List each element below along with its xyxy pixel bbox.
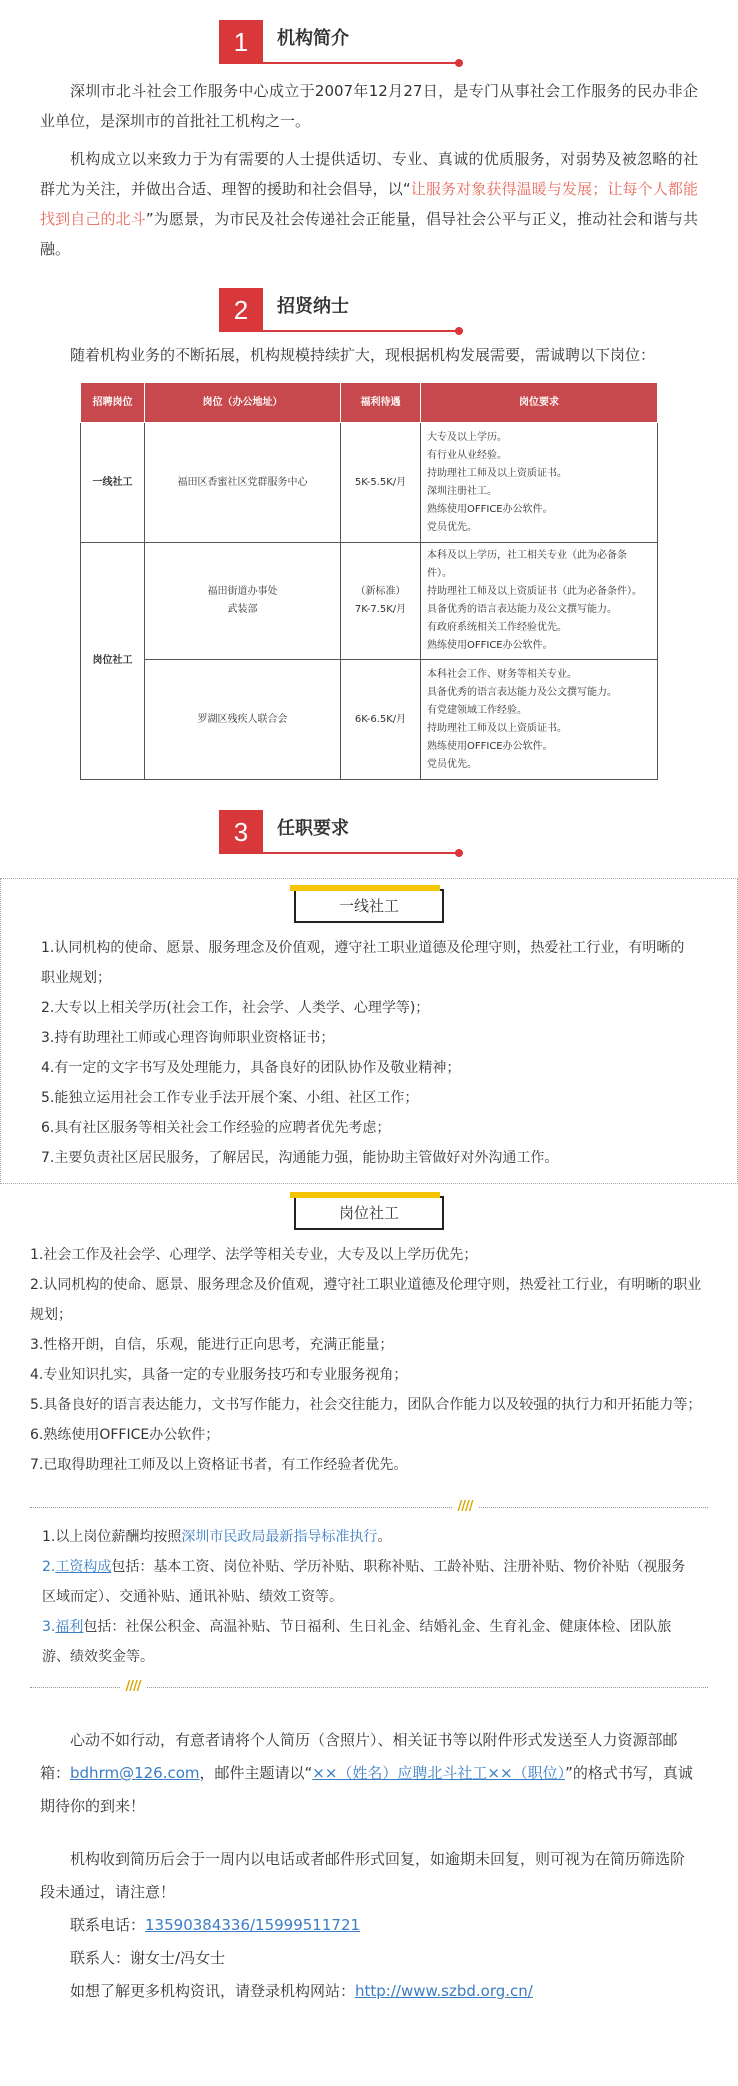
note-highlight: 福利 xyxy=(55,1619,84,1635)
role-requirements-frontline xyxy=(0,878,738,1184)
requirement-item: 具备优秀的语言表达能力及公文撰写能力。 xyxy=(427,686,617,698)
table-row xyxy=(81,660,658,780)
section-underline xyxy=(263,62,463,64)
requirement-item: 大专及以上学历。 xyxy=(427,431,507,443)
notes-block xyxy=(0,1500,738,1694)
requirement-item: 7.已取得助理社工师及以上资格证书者，有工作经验者优先。 xyxy=(30,1457,408,1473)
intro-paragraph-1: 深圳市北斗社会工作服务中心成立于2007年12月27日，是专门从事社会工作服务的民办非企业单位，是深圳市的首批社工机构之一。 xyxy=(40,82,698,130)
salary-cell: （新标准） 7K-7.5K/月 xyxy=(341,543,421,660)
requirement-item: 有党建领域工作经验。 xyxy=(427,704,527,716)
notes-top-divider xyxy=(30,1500,708,1514)
role-title: 一线社工 xyxy=(338,897,399,915)
website-link[interactable]: http://www.szbd.org.cn/ xyxy=(355,1982,533,2000)
intro-paragraph-2: 机构成立以来致力于为有需要的人士提供适切、专业、真诚的优质服务，对弱势及被忽略的社群尤为关注，并做出合适、理智的援助和社会倡导，以“让服务对象获得温暖与发展；让每个人都能找到自己的北斗”为愿景，为市民及社会传递社会正能量，倡导社会公平与正义，推动社会和谐与共融。 xyxy=(40,150,698,258)
section-header-1 xyxy=(219,20,519,64)
section-number: 1 xyxy=(219,20,263,64)
requirement-item: 5.具备良好的语言表达能力，文书写作能力，社会交往能力，团队合作能力以及较强的执行力和开拓能力等； xyxy=(30,1397,702,1413)
requirement-item: 3.持有助理社工师或心理咨询师职业资格证书； xyxy=(41,1030,335,1046)
contact-person: 谢女士/冯女士 xyxy=(130,1949,226,1967)
category-cell: 一线社工 xyxy=(81,423,145,543)
recruit-intro: 随着机构业务的不断拓展，机构规模持续扩大，现根据机构发展需要，需诚聘以下岗位： xyxy=(70,346,656,364)
category-cell: 岗位社工 xyxy=(81,543,145,780)
role-requirements-post xyxy=(0,1196,738,1480)
requirement-item: 有行业从业经验。 xyxy=(427,449,507,461)
requirement-item: 4.专业知识扎实，具备一定的专业服务技巧和专业服务视角； xyxy=(30,1367,408,1383)
role-title: 岗位社工 xyxy=(338,1204,399,1222)
section-title: 任职要求 xyxy=(277,818,349,839)
table-header-row xyxy=(81,383,658,423)
section-number: 2 xyxy=(219,288,263,332)
table-row xyxy=(81,423,658,543)
position-cell: 罗湖区残疾人联合会 xyxy=(145,660,341,780)
note-item-1: 1.以上岗位薪酬均按照深圳市民政局最新指导标准执行。 xyxy=(42,1529,392,1545)
requirement-item: 熟练使用OFFICE办公软件。 xyxy=(427,640,553,651)
requirement-item: 2.认同机构的使命、愿景、服务理念及价值观，遵守社工职业道德及伦理守则，热爱社工行业，有明晰的职业规划； xyxy=(30,1277,702,1323)
section-number: 3 xyxy=(219,810,263,854)
salary-cell: 6K-6.5K/月 xyxy=(341,660,421,780)
requirement-item: 具备优秀的语言表达能力及公文撰写能力。 xyxy=(427,604,617,615)
requirement-item: 熟练使用OFFICE办公软件。 xyxy=(427,740,553,752)
table-row xyxy=(81,543,658,660)
note-item-2: 2.工资构成包括：基本工资、岗位补贴、学历补贴、职称补贴、工龄补贴、注册补贴、物价补贴（视服务区域而定）、交通补贴、通讯补贴、绩效工资等。 xyxy=(42,1559,686,1605)
table-header-cell: 福利待遇 xyxy=(341,383,421,423)
recruit-table xyxy=(80,382,658,780)
requirement-item: 5.能独立运用社会工作专业手法开展个案、小组、社区工作； xyxy=(41,1090,419,1106)
email-subject-format: ××（姓名）应聘北斗社工××（职位） xyxy=(312,1764,566,1782)
requirement-item: 本科及以上学历，社工相关专业（此为必备条件）。 xyxy=(427,550,627,579)
requirement-item: 有政府系统相关工作经验优先。 xyxy=(427,622,567,633)
requirement-item: 持助理社工师及以上资质证书。 xyxy=(427,467,567,479)
requirements-cell xyxy=(421,423,658,543)
requirement-item: 2.大专以上相关学历(社会工作，社会学、人类学、心理学等)； xyxy=(41,1000,430,1016)
requirement-item: 4.有一定的文字书写及处理能力，具备良好的团队协作及敬业精神； xyxy=(41,1060,461,1076)
requirement-item: 7.主要负责社区居民服务，了解居民，沟通能力强，能协助主管做好对外沟通工作。 xyxy=(41,1150,559,1166)
table-header-cell: 招聘岗位 xyxy=(81,383,145,423)
slash-ornament: //// xyxy=(452,1500,478,1514)
requirement-item: 本科社会工作、财务等相关专业。 xyxy=(427,668,577,680)
vision-highlight: 让服务对象获得温暖与发展；让每个人都能找到自己的北斗 xyxy=(40,180,698,228)
contact-section xyxy=(0,1724,738,2008)
section-title: 机构简介 xyxy=(277,28,349,49)
requirement-item: 1.社会工作及社会学、心理学、法学等相关专业，大专及以上学历优先； xyxy=(30,1247,478,1263)
section-title: 招贤纳士 xyxy=(277,296,349,317)
reply-notice: 机构收到简历后会于一周内以电话或者邮件形式回复，如逾期未回复，则可视为在简历筛选阶段未通过，请注意！ xyxy=(40,1850,686,1901)
position-cell: 福田街道办事处 武装部 xyxy=(145,543,341,660)
slash-ornament: //// xyxy=(120,1680,146,1694)
apply-paragraph: 心动不如行动，有意者请将个人简历（含照片）、相关证书等以附件形式发送至人力资源部邮箱：bdhrm@126.com，邮件主题请以“××（姓名）应聘北斗社工××（职位）”的格式书写，真诚期待你的到来！ xyxy=(40,1731,693,1815)
role-title-box xyxy=(294,889,444,923)
requirement-item: 深圳注册社工。 xyxy=(427,485,497,497)
salary-cell: 5K-5.5K/月 xyxy=(341,423,421,543)
requirement-item: 1.认同机构的使命、愿景、服务理念及价值观，遵守社工职业道德及伦理守则，热爱社工行业，有明晰的职业规划； xyxy=(41,940,685,986)
section-underline xyxy=(263,330,463,332)
section-header-3 xyxy=(219,810,519,854)
role-title-box xyxy=(294,1196,444,1230)
note-highlight: 深圳市民政局最新指导标准执行 xyxy=(181,1529,378,1545)
section-underline xyxy=(263,852,463,854)
requirement-item: 党员优先。 xyxy=(427,758,477,770)
requirement-item: 6.熟练使用OFFICE办公软件； xyxy=(30,1427,220,1443)
section-header-2 xyxy=(219,288,519,332)
requirement-item: 3.性格开朗，自信，乐观，能进行正向思考，充满正能量； xyxy=(30,1337,394,1353)
table-header-cell: 岗位（办公地址） xyxy=(145,383,341,423)
notes-bottom-divider xyxy=(30,1680,708,1694)
requirement-item: 持助理社工师及以上资质证书。 xyxy=(427,722,567,734)
recruit-table-wrap xyxy=(0,382,738,780)
position-cell: 福田区香蜜社区党群服务中心 xyxy=(145,423,341,543)
note-item-3: 3.福利包括：社保公积金、高温补贴、节日福利、生日礼金、结婚礼金、生育礼金、健康体检、团队旅游、绩效奖金等。 xyxy=(42,1619,672,1665)
table-header-cell: 岗位要求 xyxy=(421,383,658,423)
phone-line: 联系电话：13590384336/15999511721 xyxy=(70,1916,361,1934)
email-link[interactable]: bdhrm@126.com xyxy=(70,1764,200,1782)
requirement-item: 党员优先。 xyxy=(427,521,477,533)
requirements-cell xyxy=(421,543,658,660)
website-line: 如想了解更多机构资讯，请登录机构网站：http://www.szbd.org.cn/ xyxy=(70,1982,533,2000)
notes-list xyxy=(30,1514,708,1680)
requirement-item: 熟练使用OFFICE办公软件。 xyxy=(427,503,553,515)
requirement-item: 6.具有社区服务等相关社会工作经验的应聘者优先考虑； xyxy=(41,1120,391,1136)
phone-link[interactable]: 13590384336/15999511721 xyxy=(145,1916,361,1934)
person-line: 联系人：谢女士/冯女士 xyxy=(70,1949,226,1967)
requirement-item: 持助理社工师及以上资质证书（此为必备条件）。 xyxy=(427,586,642,597)
note-highlight: 工资构成 xyxy=(55,1559,112,1575)
requirements-cell xyxy=(421,660,658,780)
